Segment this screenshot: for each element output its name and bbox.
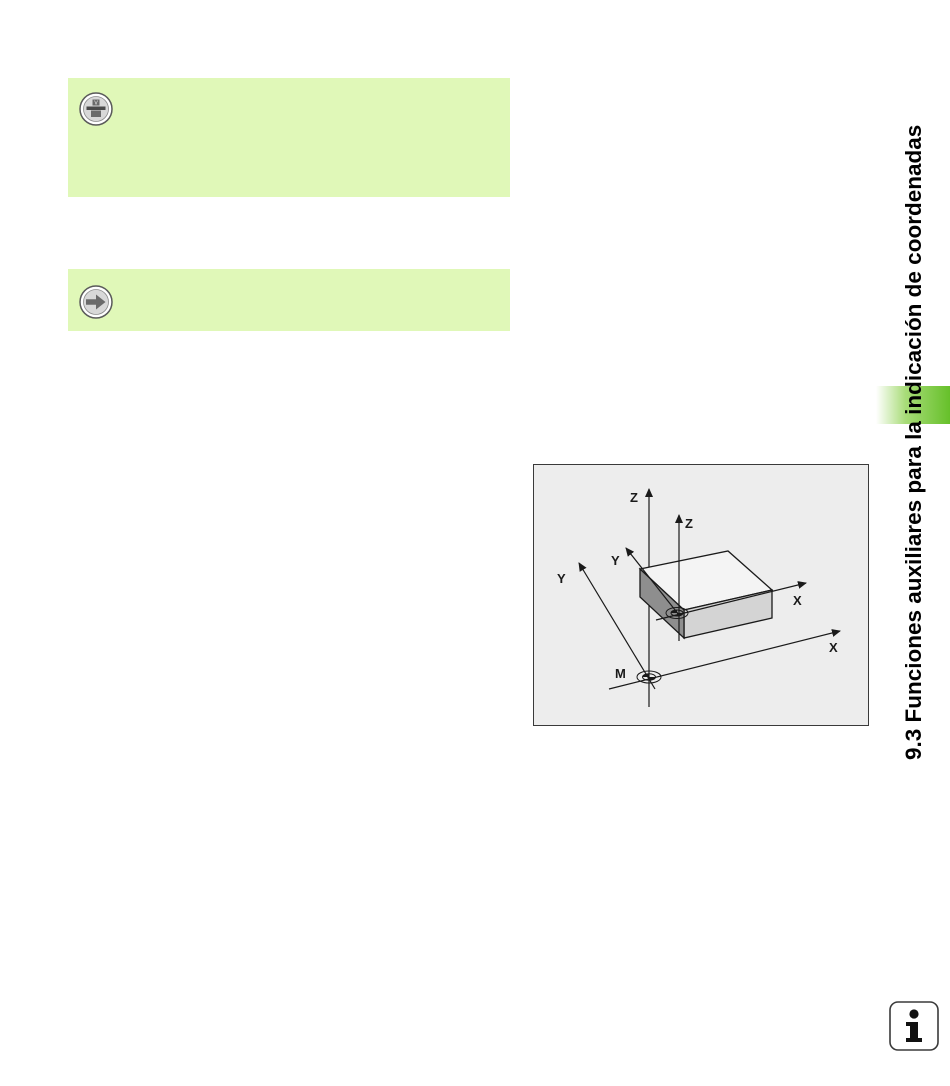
label-x-outer: X	[829, 640, 838, 655]
label-y-outer: Y	[557, 571, 566, 586]
label-x-inner: X	[793, 593, 802, 608]
label-z-inner: Z	[685, 516, 693, 531]
coordinate-figure	[533, 464, 869, 726]
info-note-box	[68, 269, 510, 331]
machine-manual-icon	[79, 92, 113, 126]
label-z-outer: Z	[630, 490, 638, 505]
arrow-right-icon	[79, 285, 113, 319]
svg-text:V: V	[94, 100, 98, 107]
info-icon	[889, 1001, 939, 1051]
label-machine-origin: M	[615, 666, 626, 681]
machine-note-box	[68, 78, 510, 197]
section-title: 9.3 Funciones auxiliares para la indicación de coordenadas	[901, 124, 926, 760]
outer-x-axis	[609, 631, 840, 689]
label-y-inner: Y	[611, 553, 620, 568]
